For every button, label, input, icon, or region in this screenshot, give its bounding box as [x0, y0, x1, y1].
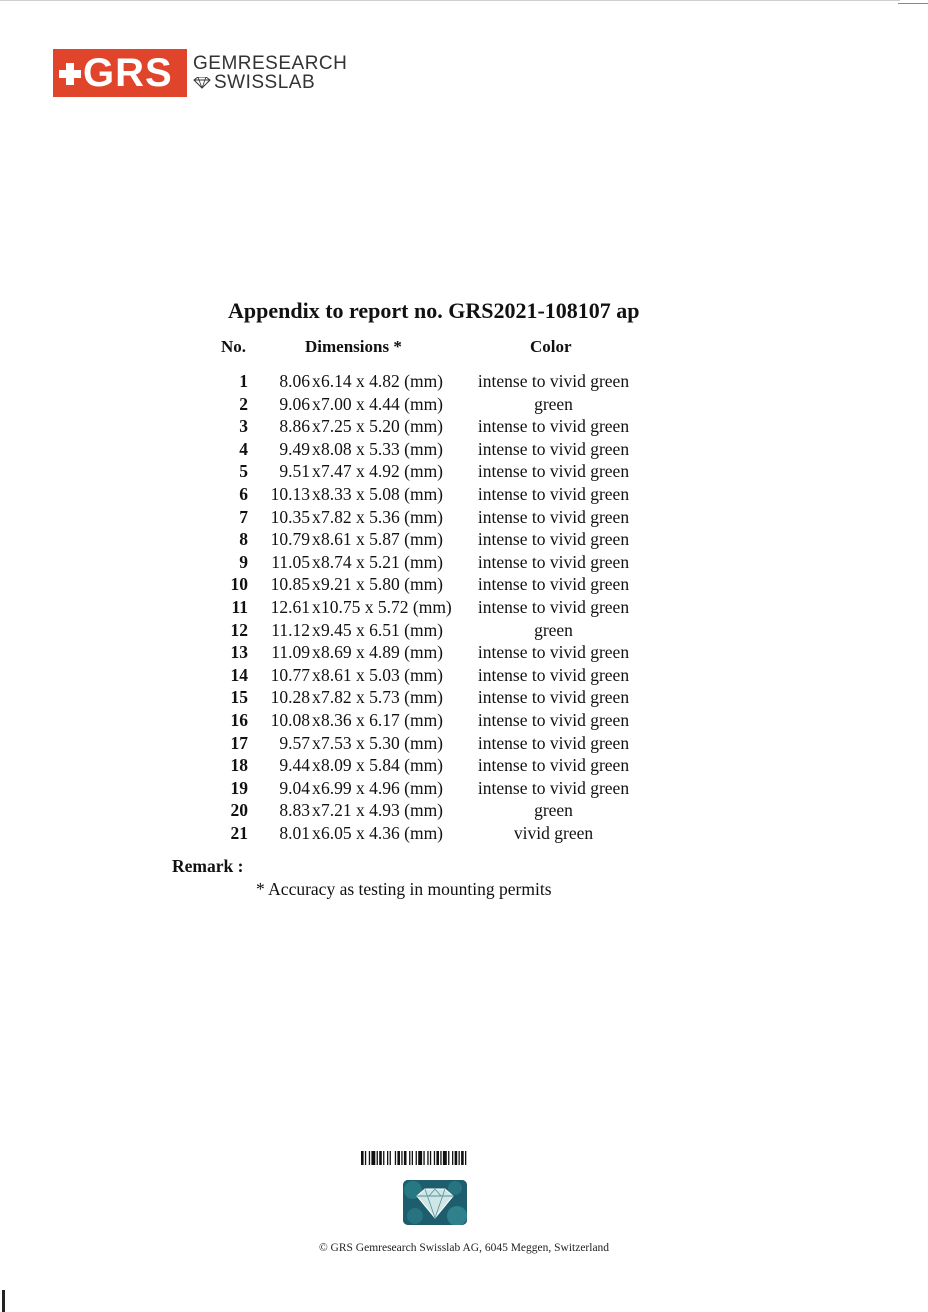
row-number: 5 [239, 461, 248, 482]
table-row [0, 528, 928, 551]
row-dimension-width-depth: 8.74 x 5.21 (mm) [321, 551, 444, 572]
row-color: intense to vivid green [477, 664, 630, 685]
row-dimension-length: 12.61 [270, 596, 310, 617]
row-dimension-separator: x [312, 483, 321, 504]
row-number: 15 [230, 687, 248, 708]
row-color: intense to vivid green [477, 574, 630, 595]
row-number: 12 [230, 619, 248, 640]
row-dimension-width-depth: 8.61 x 5.87 (mm) [321, 529, 444, 550]
row-dimension-separator: x [312, 574, 321, 595]
row-number: 6 [239, 483, 248, 504]
header-no: No. [221, 337, 247, 356]
row-dimension-length: 9.49 [279, 438, 310, 459]
row-dimension-length: 8.86 [279, 416, 310, 437]
top-corner-mark [898, 3, 928, 4]
diamond-icon [193, 77, 211, 89]
row-dimension-separator: x [312, 438, 321, 459]
table-row [0, 438, 928, 461]
row-dimension-width-depth: 7.82 x 5.73 (mm) [321, 687, 444, 708]
row-dimension-separator: x [312, 732, 321, 753]
table-row [0, 483, 928, 506]
row-color: intense to vivid green [477, 483, 630, 504]
table-row [0, 709, 928, 732]
row-dimension-length: 9.44 [279, 755, 310, 776]
grs-logo [53, 49, 347, 97]
row-dimension-length: 10.79 [270, 529, 310, 550]
row-dimension-length: 9.06 [279, 393, 310, 414]
table-row [0, 596, 928, 619]
row-dimension-width-depth: 8.36 x 6.17 (mm) [321, 709, 444, 730]
row-dimension-width-depth: 8.33 x 5.08 (mm) [321, 483, 444, 504]
table-row [0, 619, 928, 642]
row-dimension-length: 10.13 [270, 483, 310, 504]
row-dimension-length: 10.28 [270, 687, 310, 708]
table-row [0, 460, 928, 483]
row-dimension-width-depth: 9.45 x 6.51 (mm) [321, 619, 444, 640]
row-dimension-width-depth: 7.53 x 5.30 (mm) [321, 732, 444, 753]
row-dimension-separator: x [312, 529, 321, 550]
row-dimension-length: 9.51 [279, 461, 310, 482]
table-row [0, 686, 928, 709]
row-dimension-length: 8.83 [279, 800, 310, 821]
row-dimension-length: 10.77 [270, 664, 310, 685]
row-dimension-separator: x [312, 551, 321, 572]
row-dimension-separator: x [312, 461, 321, 482]
row-dimension-width-depth: 9.21 x 5.80 (mm) [321, 574, 444, 595]
logo-brand: GRS [83, 51, 173, 95]
table-row [0, 641, 928, 664]
row-dimension-separator: x [312, 371, 321, 391]
row-dimension-width-depth: 7.00 x 4.44 (mm) [321, 393, 444, 414]
row-dimension-separator: x [312, 777, 321, 798]
remark-label: Remark : [172, 856, 244, 876]
row-number: 21 [230, 822, 248, 843]
row-number: 11 [231, 596, 248, 617]
row-number: 10 [230, 574, 248, 595]
row-number: 17 [230, 732, 248, 753]
row-color: intense to vivid green [477, 642, 630, 663]
row-dimension-separator: x [312, 642, 321, 663]
row-color: intense to vivid green [477, 777, 630, 798]
top-border [0, 0, 900, 1]
row-color: intense to vivid green [477, 529, 630, 550]
table-row [0, 551, 928, 574]
table-row [0, 415, 928, 438]
row-dimension-length: 11.05 [271, 551, 310, 572]
row-dimension-length: 8.01 [279, 822, 310, 843]
row-dimension-length: 9.04 [279, 777, 310, 798]
row-number: 20 [230, 800, 248, 821]
row-dimension-width-depth: 8.09 x 5.84 (mm) [321, 755, 444, 776]
row-dimension-width-depth: 7.21 x 4.93 (mm) [321, 800, 444, 821]
row-dimension-separator: x [312, 416, 321, 437]
row-color: intense to vivid green [477, 461, 630, 482]
row-dimension-length: 10.85 [270, 574, 310, 595]
table-row [0, 370, 928, 393]
row-dimension-separator: x [312, 619, 321, 640]
table-row [0, 822, 928, 845]
row-number: 2 [239, 393, 248, 414]
row-dimension-length: 10.08 [270, 709, 310, 730]
row-dimension-separator: x [312, 755, 321, 776]
row-dimension-width-depth: 6.99 x 4.96 (mm) [321, 777, 444, 798]
row-color: vivid green [513, 822, 594, 843]
row-dimension-length: 8.06 [279, 371, 310, 391]
row-dimension-separator: x [312, 664, 321, 685]
row-dimension-width-depth: 6.14 x 4.82 (mm) [321, 371, 444, 391]
row-color: intense to vivid green [477, 371, 630, 391]
table-row [0, 732, 928, 755]
scan-edge-mark [2, 1290, 5, 1312]
table-row [0, 573, 928, 596]
row-dimension-width-depth: 6.05 x 4.36 (mm) [321, 822, 444, 843]
row-dimension-width-depth: 7.47 x 4.92 (mm) [321, 461, 444, 482]
row-color: intense to vivid green [477, 596, 630, 617]
row-number: 4 [239, 438, 248, 459]
row-number: 1 [239, 371, 248, 391]
row-dimension-separator: x [312, 393, 321, 414]
swiss-cross-icon [59, 63, 81, 85]
row-dimension-width-depth: 7.25 x 5.20 (mm) [321, 416, 444, 437]
table-row [0, 393, 928, 416]
table-row [0, 799, 928, 822]
diamond-hologram-icon [403, 1180, 467, 1225]
row-color: intense to vivid green [477, 551, 630, 572]
row-dimension-width-depth: 8.69 x 4.89 (mm) [321, 642, 444, 663]
row-dimension-separator: x [312, 596, 321, 617]
row-color: intense to vivid green [477, 687, 630, 708]
document-title: Appendix to report no. GRS2021-108107 ap [228, 298, 640, 323]
row-color: intense to vivid green [477, 709, 630, 730]
row-color: intense to vivid green [477, 416, 630, 437]
row-dimension-length: 11.12 [271, 619, 310, 640]
row-number: 3 [239, 416, 248, 437]
table-row [0, 754, 928, 777]
header-dimensions: Dimensions * [305, 337, 402, 356]
row-color: green [534, 800, 573, 821]
table-row [0, 506, 928, 529]
row-dimension-width-depth: 8.61 x 5.03 (mm) [321, 664, 444, 685]
row-dimension-separator: x [312, 709, 321, 730]
row-number: 16 [230, 709, 248, 730]
row-color: green [534, 393, 573, 414]
footer-copyright: © GRS Gemresearch Swisslab AG, 6045 Meggen, Switzerland [318, 1242, 610, 1254]
row-dimension-length: 10.35 [270, 506, 310, 527]
row-number: 14 [230, 664, 248, 685]
logo-red-box [53, 49, 187, 97]
row-color: intense to vivid green [477, 506, 630, 527]
remark-text: * Accuracy as testing in mounting permits [256, 879, 552, 899]
row-dimension-separator: x [312, 506, 321, 527]
row-number: 19 [230, 777, 248, 798]
row-number: 13 [230, 642, 248, 663]
logo-line-1: GEMRESEARCH [193, 53, 348, 74]
row-color: intense to vivid green [477, 438, 630, 459]
row-number: 7 [239, 506, 248, 527]
logo-line-2: SWISSLAB [214, 72, 316, 93]
row-dimension-width-depth: 7.82 x 5.36 (mm) [321, 506, 444, 527]
stones-table [0, 370, 928, 844]
row-dimension-separator: x [312, 800, 321, 821]
row-color: green [534, 619, 573, 640]
row-dimension-length: 9.57 [279, 732, 310, 753]
barcode-icon [361, 1151, 513, 1165]
row-dimension-separator: x [312, 822, 321, 843]
row-dimension-width-depth: 10.75 x 5.72 (mm) [321, 596, 452, 617]
row-number: 18 [230, 755, 248, 776]
row-number: 9 [239, 551, 248, 572]
row-dimension-separator: x [312, 687, 321, 708]
row-dimension-width-depth: 8.08 x 5.33 (mm) [321, 438, 444, 459]
row-color: intense to vivid green [477, 732, 630, 753]
row-color: intense to vivid green [477, 755, 630, 776]
table-row [0, 777, 928, 800]
row-number: 8 [239, 529, 248, 550]
header-color: Color [530, 337, 572, 356]
table-row [0, 664, 928, 687]
logo-wordmark [193, 54, 347, 92]
row-dimension-length: 11.09 [271, 642, 310, 663]
